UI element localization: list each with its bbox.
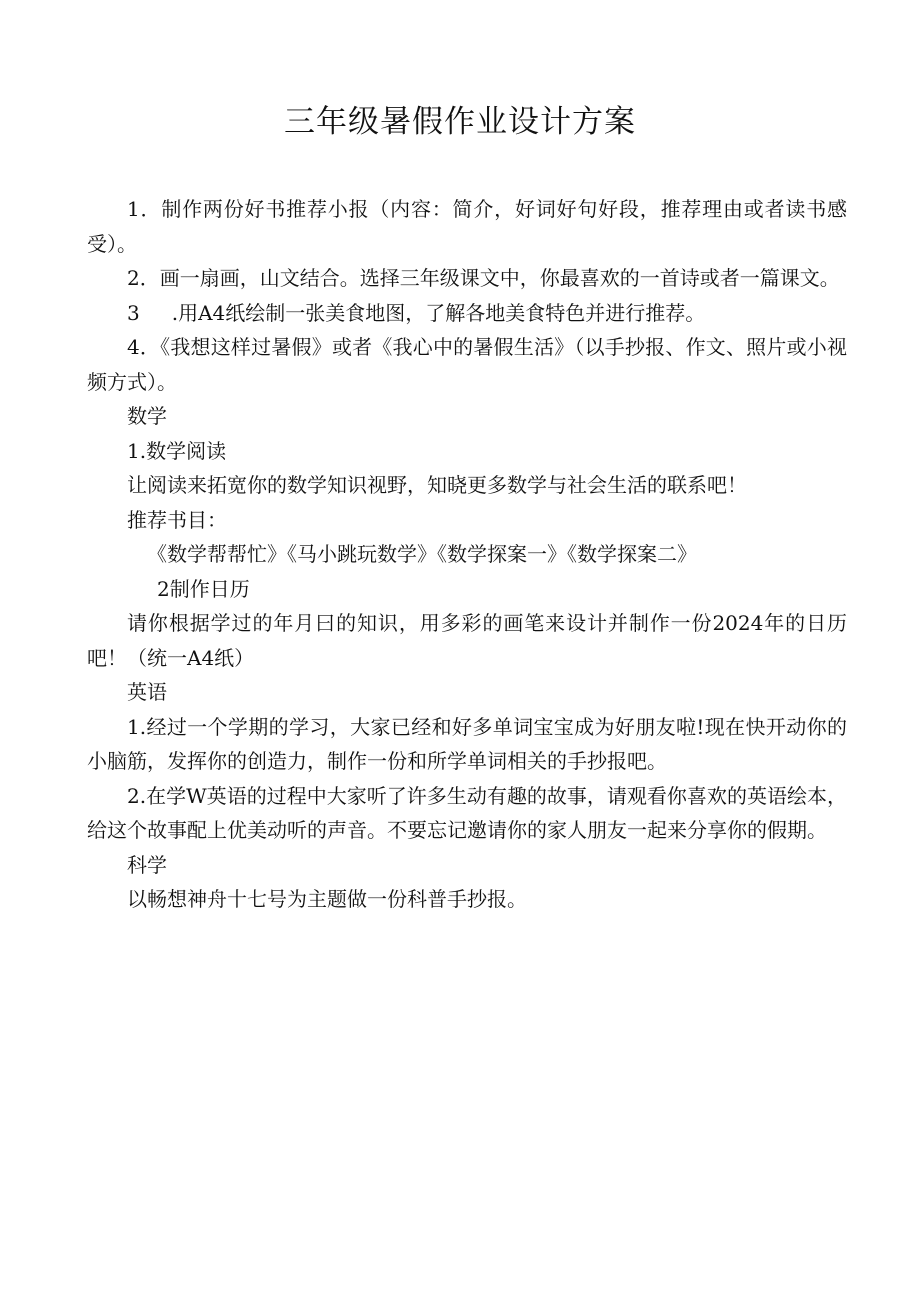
chinese-item-2: 2．画一扇画，山文结合。选择三年级课文中，你最喜欢的一首诗或者一篇课文。 xyxy=(127,266,840,290)
chinese-item-3-number: 3 xyxy=(127,300,140,325)
math-books-label: 推荐书目： xyxy=(127,507,227,532)
math-calendar-text: 请你根据学过的年月曰的知识，用多彩的画笔来设计并制作一份2024年的日历吧！（统一A4纸） xyxy=(87,611,847,670)
science-heading: 科学 xyxy=(127,852,167,877)
math-heading: 数学 xyxy=(127,404,167,428)
science-text: 以畅想神舟十七号为主题做一份科普手抄报。 xyxy=(127,887,527,911)
english-item-1: 1.经过一个学期的学习，大家已经和好多单词宝宝成为好朋友啦!现在快开动你的小脑筋，发挥你的创造力，制作一份和所学单词相关的手抄报吧。 xyxy=(87,714,847,773)
chinese-item-1: 1．制作两份好书推荐小报（内容：简介，好词好句好段，推荐理由或者读书感受）。 xyxy=(87,197,847,256)
math-books-list: 《数学帮帮忙》《马小跳玩数学》《数学探案一》《数学探案二》 xyxy=(147,542,697,566)
chinese-item-3-text: .用A4纸绘制一张美食地图，了解各地美食特色并进行推荐。 xyxy=(171,300,706,325)
math-sub2: 2制作日历 xyxy=(157,576,250,601)
chinese-item-4: 4．《我想这样过暑假》或者《我心中的暑假生活》（以手抄报、作文、照片或小视频方式）。 xyxy=(87,335,847,394)
page-title: 三年级暑假作业设计方案 xyxy=(284,104,636,140)
chinese-item-3 xyxy=(87,296,847,331)
document-body xyxy=(87,192,847,917)
math-sub1: 1.数学阅读 xyxy=(127,438,227,463)
english-heading: 英语 xyxy=(127,680,167,704)
math-reading-text: 让阅读来拓宽你的数学知识视野，知晓更多数学与社会生活的联系吧！ xyxy=(127,473,747,497)
english-item-2: 2.在学W英语的过程中大家听了许多生动有趣的故事，请观看你喜欢的英语绘本，给这个故事配上优美动听的声音。不要忘记邀请你的家人朋友一起来分享你的假期。 xyxy=(87,783,847,842)
